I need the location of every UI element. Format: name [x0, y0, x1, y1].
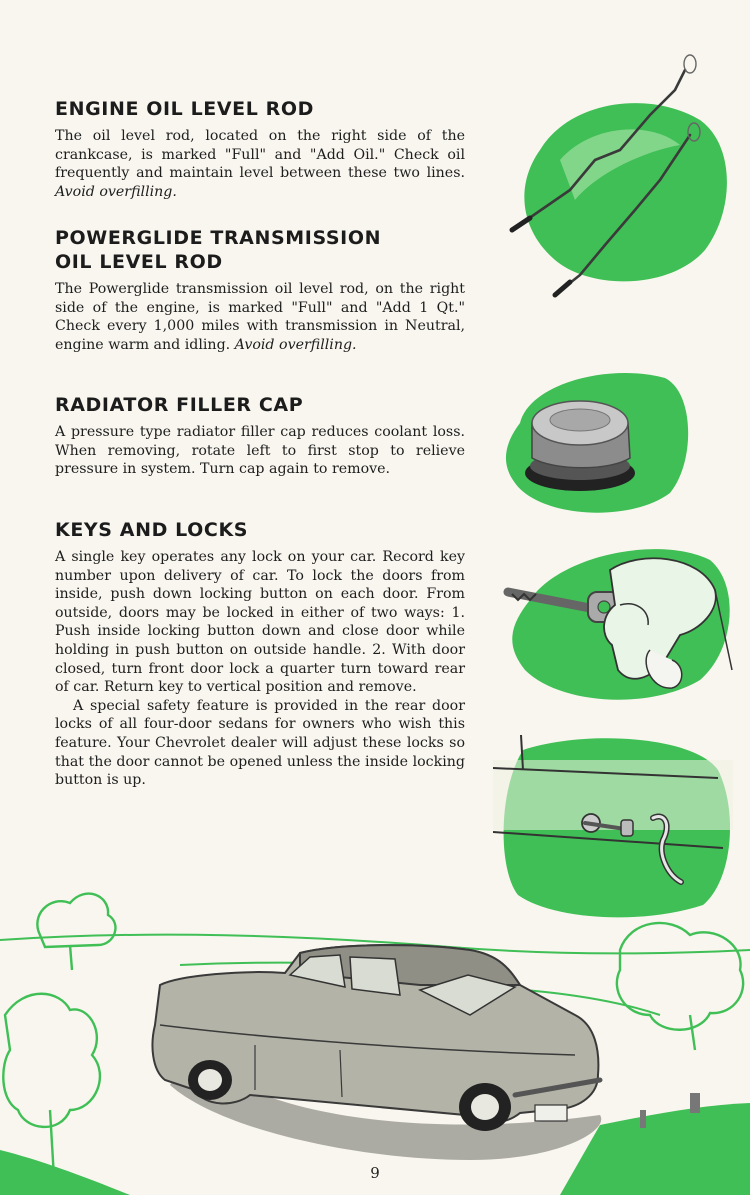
section-engine-oil-level-rod — [55, 97, 465, 201]
heading-radiator-filler-cap: RADIATOR FILLER CAP — [55, 394, 304, 416]
heading-powerglide-oil-level-rod — [55, 226, 465, 274]
chevrolet-sedan-landscape-illustration — [0, 875, 750, 1195]
section-powerglide-oil-level-rod — [55, 226, 465, 354]
heading-powerglide-line1: POWERGLIDE TRANSMISSION — [55, 227, 382, 249]
oil-rod-emphasis: Avoid overfilling. — [55, 183, 177, 200]
radiator-cap-illustration — [500, 363, 695, 518]
paragraph-keys-2: A special safety feature is provided in the rear door locks of all four-door sedans for owners who wish this feature. Your Chevrolet dealer will adjust these locks so that the door cannot be opened unless the inside locking button is up. — [55, 697, 465, 789]
powerglide-text: The Powerglide transmission oil level rod, on the right side of the engine, is marked "Full" and "Add 1 Qt." Check every 1,000 miles with transmission in Neutral, engine warm and idling. — [55, 281, 465, 353]
heading-keys-and-locks: KEYS AND LOCKS — [55, 519, 249, 541]
dipstick-illustration — [500, 50, 740, 310]
oil-rod-text: The oil level rod, located on the right side of the crankcase, is marked "Full" and "Add Oil." Check oil frequently and maintain level between these two lines. — [55, 128, 465, 182]
page-number: 9 — [370, 1164, 380, 1182]
section-keys-and-locks — [55, 518, 465, 790]
paragraph-powerglide — [55, 280, 465, 354]
heading-powerglide-line2: OIL LEVEL ROD — [55, 251, 223, 273]
key-and-hand-illustration — [500, 530, 735, 710]
heading-engine-oil-level-rod: ENGINE OIL LEVEL ROD — [55, 98, 315, 120]
paragraph-engine-oil-level-rod — [55, 127, 465, 201]
section-radiator-filler-cap — [55, 393, 465, 479]
paragraph-radiator: A pressure type radiator filler cap reduces coolant loss. When removing, rotate left to first stop to relieve pressure in system. Turn cap again to remove. — [55, 424, 465, 478]
powerglide-emphasis: Avoid overfilling. — [234, 336, 357, 353]
paragraph-keys-1: A single key operates any lock on your car. Record key number upon delivery of car. To lock the doors from inside, push down locking button on each door. From outside, doors may be locked in either of two ways: 1. Push inside locking button down and close door while holding in push button on outside handle. 2. With door closed, turn front door lock a quarter turn toward rear of car. Return key to vertical position and remove. — [55, 549, 465, 696]
